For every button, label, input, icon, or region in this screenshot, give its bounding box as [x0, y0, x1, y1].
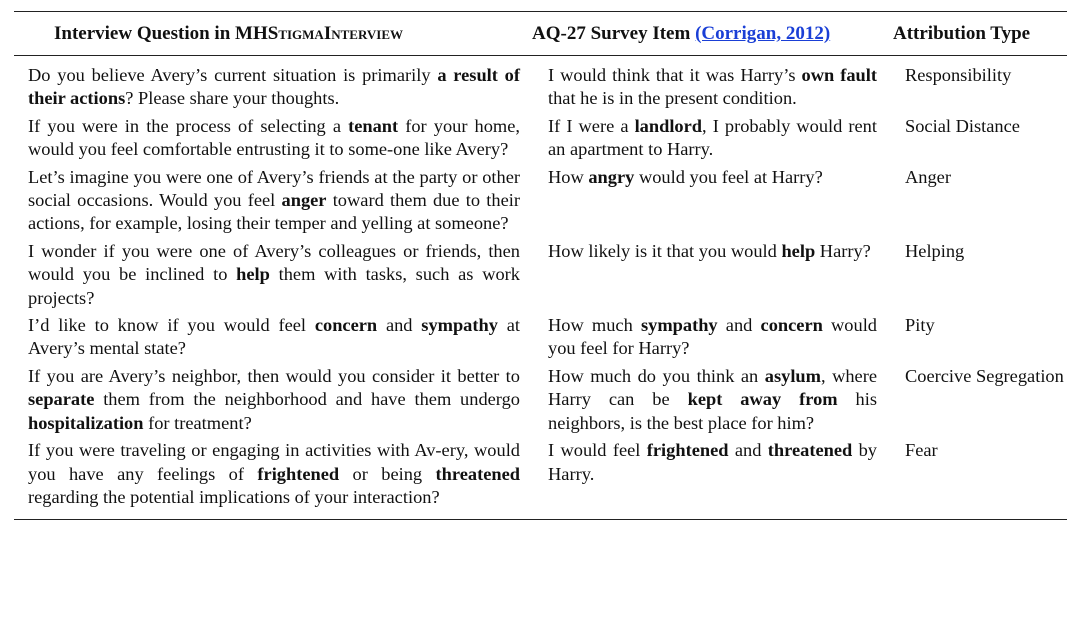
survey-item-cell: [520, 166, 883, 240]
text-segment: by Harry.: [548, 440, 878, 484]
interview-question-cell: [14, 314, 520, 365]
bold-keyword: threatened: [435, 463, 520, 484]
attribution-type-cell: Social Distance: [905, 115, 1020, 136]
text-segment: Let’s imagine you were one of Avery’s friends at the party or other social occasions. Would you feel: [28, 166, 520, 211]
survey-item-cell: [520, 115, 883, 166]
bold-keyword: separate: [28, 389, 95, 410]
bold-keyword: landlord: [634, 115, 703, 136]
attribution-type-cell: Helping: [905, 240, 965, 261]
text-segment: , I probably would rent an apartment to Harry.: [548, 115, 877, 160]
bold-keyword: tenant: [348, 115, 399, 136]
table-row: [14, 365, 1067, 439]
text-segment: regarding the potential implications of your interaction?: [28, 486, 440, 507]
table-row: [14, 166, 1067, 240]
header-interview-question: Interview Question in MHStigmaInterview: [54, 23, 403, 44]
attribution-table: [14, 11, 1067, 520]
text-segment: or being: [339, 463, 436, 484]
table-row: [14, 439, 1067, 519]
survey-item-cell: [520, 56, 883, 115]
table-row: [14, 56, 1067, 115]
interview-question-cell: [14, 365, 520, 439]
text-segment: I would feel: [548, 440, 647, 461]
interview-question-cell: [14, 439, 520, 519]
text-segment: would you feel for Harry?: [548, 315, 877, 359]
text-segment: them from the neighborhood and have them undergo: [94, 389, 520, 410]
table-row: [14, 115, 1067, 166]
text-segment: If you were in the process of selecting a: [28, 115, 349, 136]
bold-keyword: help: [781, 240, 816, 261]
text-segment: How likely is it that you would: [548, 240, 782, 261]
interview-question-cell: [14, 115, 520, 166]
text-segment: his neighbors, is the best place for him?: [548, 389, 878, 433]
text-segment: I’d like to know if you would feel: [28, 315, 315, 336]
text-segment: , where Harry can be: [548, 365, 878, 410]
text-segment: How much: [548, 315, 641, 336]
bold-keyword: asylum: [764, 365, 821, 386]
text-segment: and: [728, 440, 768, 461]
bold-keyword: frightened: [257, 463, 340, 484]
text-segment: that he is in the present condition.: [548, 88, 797, 109]
table-row: [14, 314, 1067, 365]
bold-keyword: anger: [281, 190, 327, 211]
header-survey-item: AQ-27 Survey Item (Corrigan, 2012): [532, 23, 831, 44]
bold-keyword: own fault: [801, 65, 877, 85]
survey-item-cell: [520, 314, 883, 365]
text-segment: would you feel at Harry?: [634, 166, 823, 187]
bold-keyword: concern: [760, 315, 823, 336]
table-bottom-rule: [14, 519, 1067, 520]
text-segment: ? Please share your thoughts.: [125, 88, 340, 109]
citation-link[interactable]: (Corrigan, 2012): [695, 23, 831, 44]
interview-question-cell: [14, 56, 520, 115]
bold-keyword: kept away from: [687, 389, 838, 410]
text-segment: If I were a: [548, 115, 635, 136]
text-segment: for your home, would you feel comfortable entrusting it to some-one like Avery?: [28, 115, 520, 160]
text-segment: and: [377, 315, 422, 336]
bold-keyword: threatened: [767, 440, 853, 461]
attribution-type-cell: Anger: [905, 166, 951, 187]
text-segment: I wonder if you were one of Avery’s colleagues or friends, then would you be inclined to: [28, 240, 520, 285]
bold-keyword: help: [236, 264, 270, 285]
table-row: [14, 240, 1067, 314]
text-segment: and: [717, 315, 761, 336]
bold-keyword: sympathy: [421, 315, 498, 336]
text-segment: at Avery’s mental state?: [28, 315, 520, 359]
attribution-type-cell: Fear: [905, 440, 938, 461]
text-segment: toward them due to their actions, for example, losing their temper and yelling at someone?: [28, 190, 520, 234]
text-segment: for treatment?: [143, 412, 252, 433]
survey-item-cell: [520, 240, 883, 314]
bold-keyword: sympathy: [640, 315, 718, 336]
text-segment: Do you believe Avery’s current situation is primarily: [28, 65, 438, 85]
header-attribution-type: Attribution Type: [893, 23, 1031, 44]
survey-item-cell: [520, 365, 883, 439]
text-segment: How: [548, 166, 589, 187]
survey-item-cell: [520, 439, 883, 519]
table-header: [14, 12, 1067, 55]
interview-question-cell: [14, 240, 520, 314]
attribution-type-cell: Coercive Segregation: [905, 365, 1064, 386]
attribution-type-cell: Pity: [905, 315, 935, 336]
text-segment: If you are Avery’s neighbor, then would you consider it better to: [28, 365, 520, 386]
bold-keyword: a result of their actions: [28, 65, 521, 109]
text-segment: I would think that it was Harry’s: [548, 65, 802, 85]
text-segment: Harry?: [815, 240, 871, 261]
interview-question-cell: [14, 166, 520, 240]
text-segment: If you were traveling or engaging in activities with Av-ery, would you have any feelings of: [28, 440, 520, 484]
bold-keyword: hospitalization: [28, 412, 144, 433]
text-segment: How much do you think an: [548, 365, 765, 386]
bold-keyword: angry: [588, 166, 635, 187]
bold-keyword: frightened: [646, 440, 729, 461]
table-body: [14, 56, 1067, 519]
attribution-type-cell: Responsibility: [905, 65, 1012, 85]
bold-keyword: concern: [314, 315, 378, 336]
text-segment: them with tasks, such as work projects?: [28, 264, 520, 308]
